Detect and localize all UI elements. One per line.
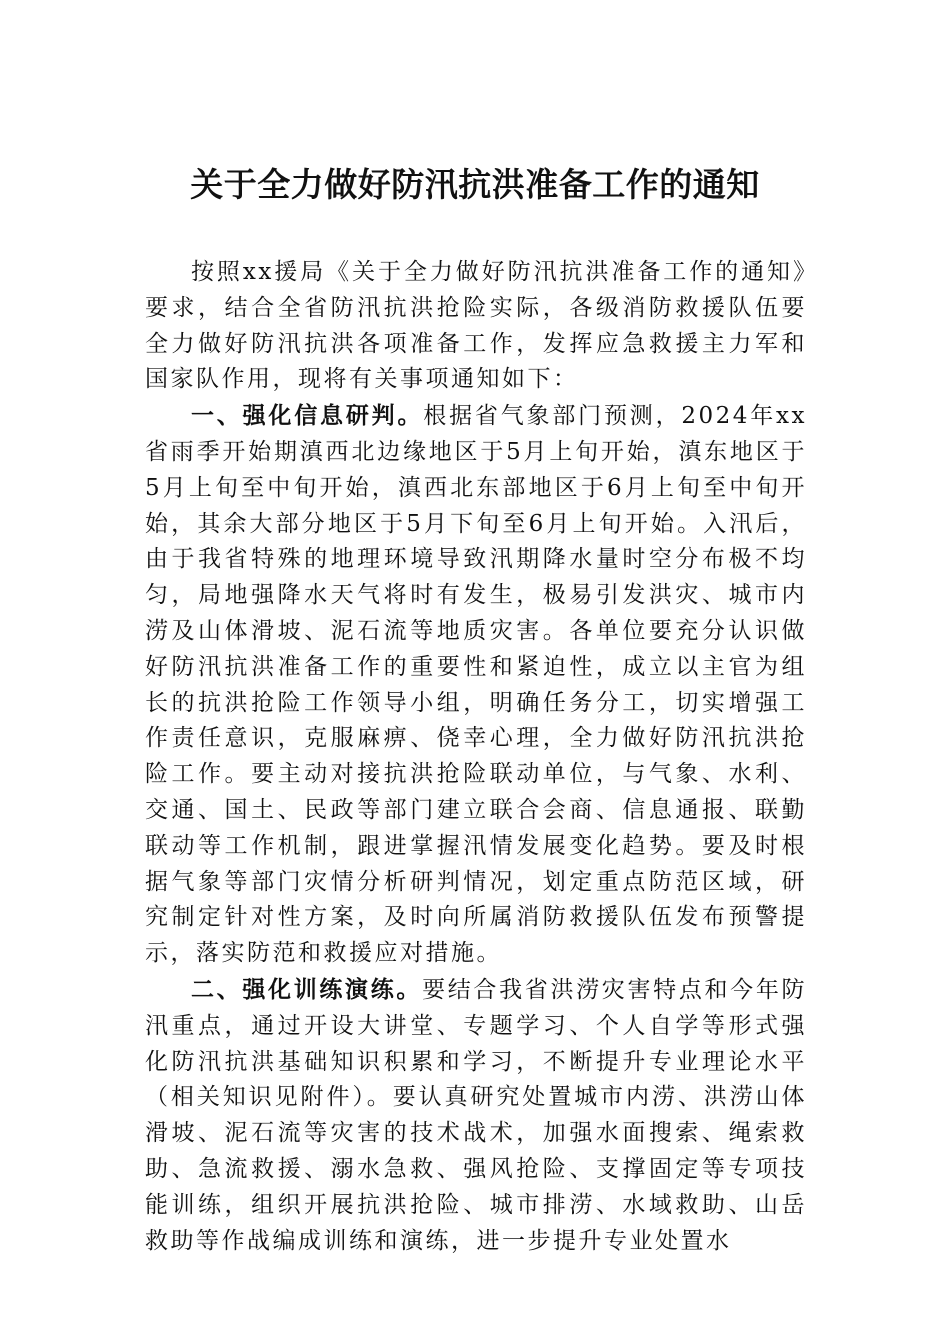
document-title: 关于全力做好防汛抗洪准备工作的通知	[190, 165, 760, 204]
section-heading-1: 一、强化信息研判。	[191, 402, 424, 430]
section-paragraph-2	[145, 972, 807, 1259]
section-text-1: 根据省气象部门预测，2024年xx省雨季开始期滇西北边缘地区于5月上旬开始，滇东地区于5月上旬至中旬开始，滇西北东部地区于6月上旬至中旬开始，其余大部分地区于5月下旬至6月上旬开始。入汛后，由于我省特殊的地理环境导致汛期降水量时空分布极不均匀，局地强降水天气将时有发生，极易引发洪灾、城市内涝及山体滑坡、泥石流等地质灾害。各单位要充分认识做好防汛抗洪准备工作的重要性和紧迫性，成立以主官为组长的抗洪抢险工作领导小组，明确任务分工，切实增强工作责任意识，克服麻痹、侥幸心理，全力做好防汛抗洪抢险工作。要主动对接抗洪抢险联动单位，与气象、水利、交通、国土、民政等部门建立联合会商、信息通报、联勤联动等工作机制，跟进掌握汛情发展变化趋势。要及时根据气象等部门灾情分析研判情况，划定重点防范区域，研究制定针对性方案，及时向所属消防救援队伍发布预警提示，落实防范和救援应对措施。	[145, 403, 807, 967]
section-heading-2: 二、强化训练演练。	[191, 975, 423, 1003]
section-text-2: 要结合我省洪涝灾害特点和今年防汛重点，通过开设大讲堂、专题学习、个人自学等形式强化防汛抗洪基础知识积累和学习，不断提升专业理论水平（相关知识见附件）。要认真研究处置城市内涝、洪涝山体滑坡、泥石流等灾害的技术战术，加强水面搜索、绳索救助、急流救援、溺水急救、强风抢险、支撑固定等专项技能训练，组织开展抗洪抢险、城市排涝、水域救助、山岳救助等作战编成训练和演练，进一步提升专业处置水	[145, 976, 808, 1254]
document-body	[145, 255, 807, 1259]
section-paragraph-1	[145, 398, 807, 972]
intro-paragraph: 按照xx援局《关于全力做好防汛抗洪准备工作的通知》要求，结合全省防汛抗洪抢险实际，各级消防救援队伍要全力做好防汛抗洪各项准备工作，发挥应急救援主力军和国家队作用，现将有关事项通知如下：	[145, 259, 807, 393]
